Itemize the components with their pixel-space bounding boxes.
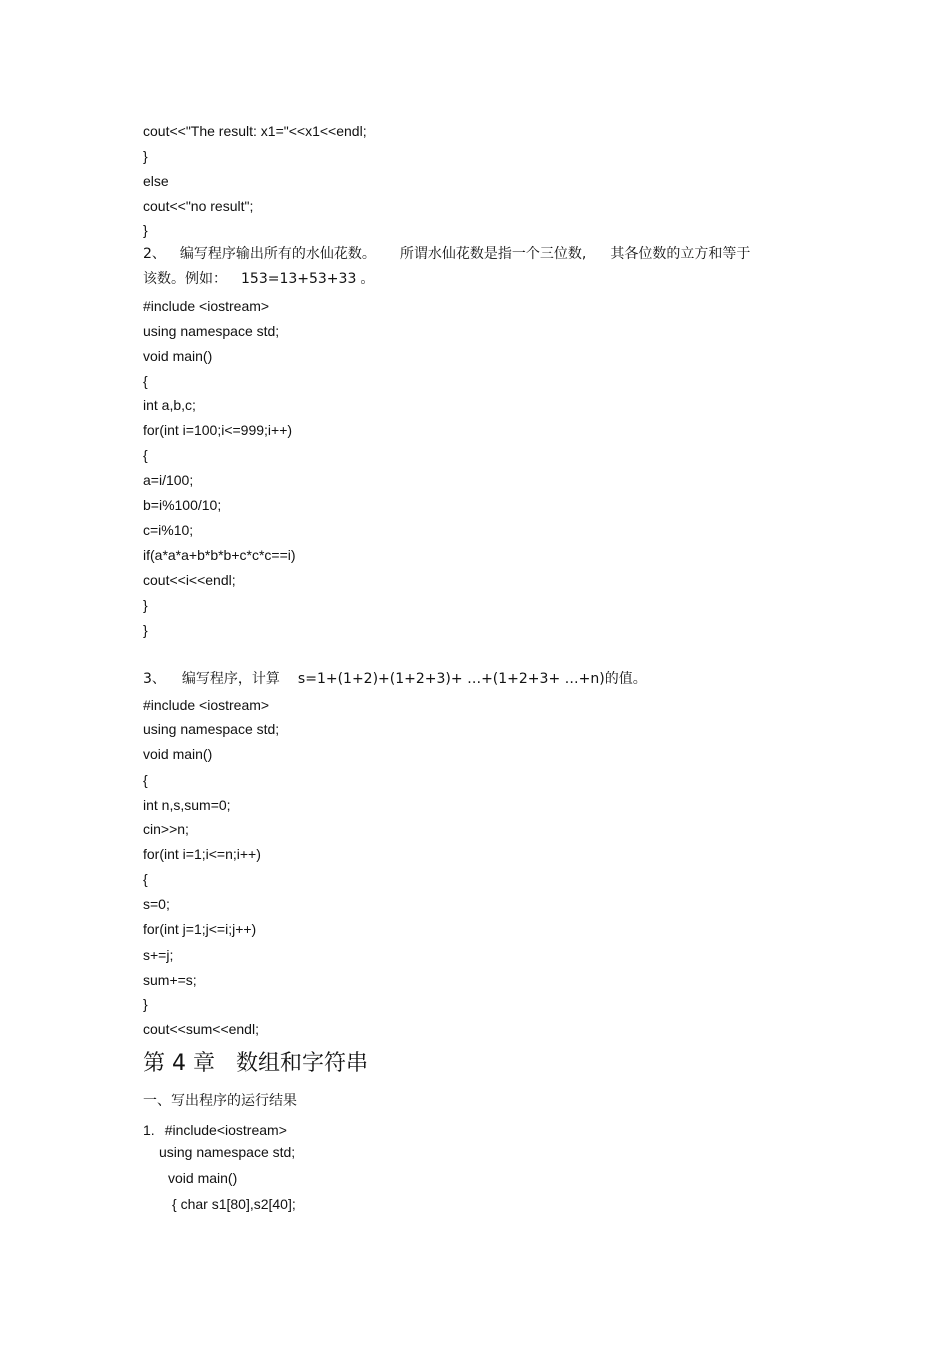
question-4-1-line1	[143, 1121, 287, 1139]
code-line: {	[143, 447, 148, 463]
code-line: }	[143, 996, 148, 1012]
question-2-text-c: 其各位数的立方和等于	[610, 246, 751, 262]
code-line: void main()	[143, 746, 213, 762]
code-line: { char s1[80],s2[40];	[172, 1196, 296, 1212]
chapter-title: 第 4 章 数组和字符串	[143, 1051, 368, 1076]
code-line: cin>>n;	[143, 821, 189, 837]
code-line: #include <iostream>	[143, 697, 270, 713]
code-line: }	[143, 222, 148, 238]
code-line: c=i%10;	[143, 522, 194, 538]
question-3-text-b: s=1+(1+2)+(1+2+3)+ …+(1+2+3+ …+n)的值。	[297, 671, 647, 687]
question-2-text-a: 编写程序输出所有的水仙花数。	[179, 246, 376, 262]
code-line: cout<<sum<<endl;	[143, 1021, 259, 1037]
code-line: s+=j;	[143, 947, 174, 963]
code-line: {	[143, 373, 148, 389]
code-line: #include<iostream>	[164, 1122, 287, 1138]
question-2-text	[143, 245, 750, 263]
code-line: using namespace std;	[143, 323, 280, 339]
code-line: }	[143, 622, 148, 638]
code-line: cout<<"The result: x1="<<x1<<endl;	[143, 123, 367, 139]
code-line: cout<<i<<endl;	[143, 572, 236, 588]
code-line: int a,b,c;	[143, 397, 196, 413]
code-line: for(int j=1;j<=i;j++)	[143, 921, 257, 937]
code-line: }	[143, 148, 148, 164]
code-line: sum+=s;	[143, 972, 197, 988]
question-2-text-b: 所谓水仙花数是指一个三位数,	[399, 246, 587, 262]
question-2-line2-b: 153=13+53+33	[241, 271, 357, 287]
question-3-text	[143, 670, 647, 688]
code-line: #include <iostream>	[143, 298, 270, 314]
code-line: if(a*a*a+b*b*b+c*c*c==i)	[143, 547, 296, 563]
code-line: s=0;	[143, 896, 170, 912]
code-line: {	[143, 871, 148, 887]
question-3-text-a: 编写程序，计算	[181, 671, 280, 687]
code-line: cout<<"no result";	[143, 198, 254, 214]
code-line: int n,s,sum=0;	[143, 797, 231, 813]
code-line: using namespace std;	[159, 1144, 296, 1160]
code-line: {	[143, 772, 148, 788]
code-line: for(int i=100;i<=999;i++)	[143, 422, 293, 438]
code-line: else	[143, 173, 169, 189]
question-4-1-number: 1.	[143, 1122, 155, 1138]
question-2-line2-a: 该数。例如：	[143, 271, 227, 287]
code-line: }	[143, 597, 148, 613]
code-line: void main()	[143, 348, 213, 364]
question-2-number: 2、	[143, 246, 166, 262]
code-line: a=i/100;	[143, 472, 194, 488]
code-line: for(int i=1;i<=n;i++)	[143, 846, 261, 862]
code-line: void main()	[168, 1170, 238, 1186]
section-subtitle: 一、写出程序的运行结果	[143, 1093, 297, 1109]
question-3-number: 3、	[143, 671, 166, 687]
code-line: using namespace std;	[143, 721, 280, 737]
question-2-line2	[143, 270, 374, 288]
question-2-line2-c: 。	[360, 271, 375, 287]
code-line: b=i%100/10;	[143, 497, 222, 513]
